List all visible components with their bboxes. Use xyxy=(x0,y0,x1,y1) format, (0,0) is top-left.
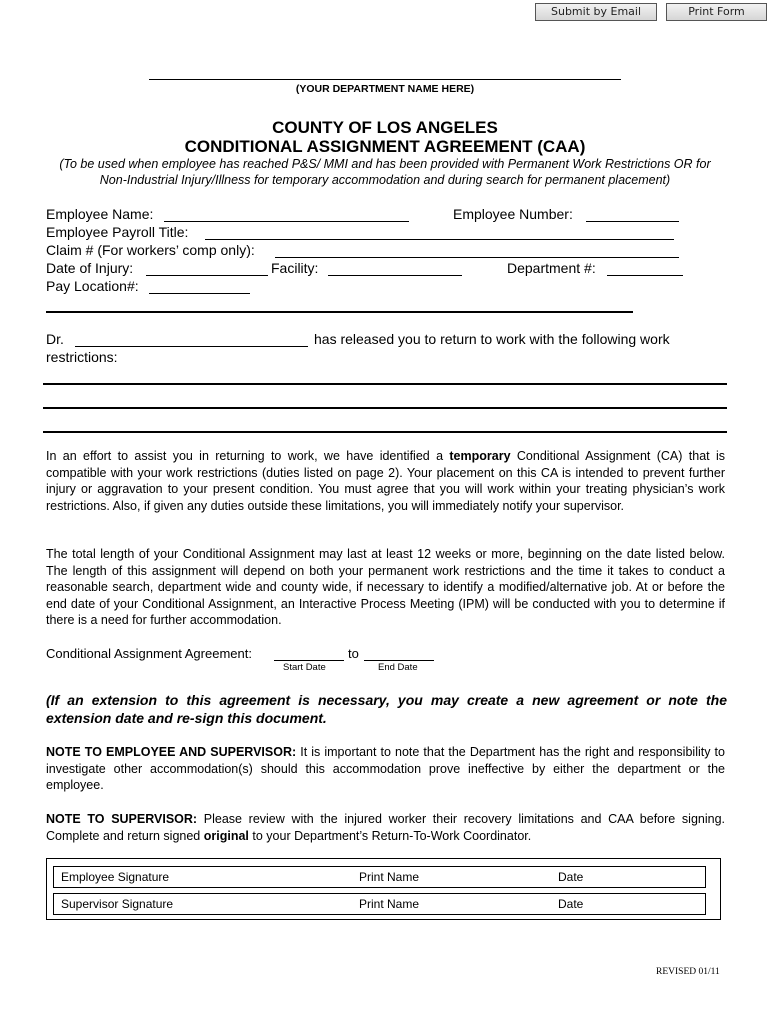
start-date-field[interactable] xyxy=(274,660,344,661)
form-subtitle-line-2: Non-Industrial Injury/Illness for temporary accommodation and during search for permanent placement) xyxy=(99,173,671,187)
caa-dates-label: Conditional Assignment Agreement: xyxy=(46,646,252,661)
note-employee-supervisor: NOTE TO EMPLOYEE AND SUPERVISOR: It is important to note that the Department has the right and responsibility to investigate other accommodation(s) should this accommodation prove ineffective by either the department or the employee. xyxy=(46,745,725,793)
supervisor-signature-label: Supervisor Signature xyxy=(61,897,174,911)
department-name-placeholder: (YOUR DEPARTMENT NAME HERE) xyxy=(295,83,475,95)
employee-date-label: Date xyxy=(558,870,584,884)
payroll-title-label: Employee Payroll Title: xyxy=(46,224,189,240)
assignment-paragraph: In an effort to assist you in returning to work, we have identified a temporary Conditional Assignment (CA) that is compatible with your work restrictions (duties listed on page 2). Your placement on this CA is intended to prevent further injury or aggravation to your present condition. You must agree that you will work within your treating physician’s work restrictions. Also, if given any duties outside these limitations, you will immediately notify your supervisor. xyxy=(46,449,725,513)
employee-number-field[interactable] xyxy=(586,221,679,222)
supervisor-signature-row[interactable] xyxy=(53,893,706,915)
facility-label: Facility: xyxy=(271,260,319,276)
supervisor-date-label: Date xyxy=(558,897,584,911)
form-subtitle-line-1: (To be used when employee has reached P&S/ MMI and has been provided with Permanent Work Restrictions OR for xyxy=(59,157,711,171)
restrictions-line-2[interactable] xyxy=(43,407,727,409)
pay-location-field[interactable] xyxy=(149,293,250,294)
submit-by-email-button[interactable]: Submit by Email xyxy=(535,3,657,21)
employee-signature-label: Employee Signature xyxy=(61,870,170,884)
employee-name-label: Employee Name: xyxy=(46,206,154,222)
start-date-caption: Start Date xyxy=(283,662,326,673)
claim-number-label: Claim # (For workers’ comp only): xyxy=(46,242,255,258)
end-date-caption: End Date xyxy=(378,662,418,673)
extension-note: (If an extension to this agreement is necessary, you may create a new agreement or note the extension date and re-sign this document. xyxy=(46,692,727,726)
restrictions-line-3[interactable] xyxy=(43,431,727,433)
employee-signature-row[interactable] xyxy=(53,866,706,888)
revision-label: REVISED 01/11 xyxy=(656,967,720,977)
restrictions-label: restrictions: xyxy=(46,349,118,365)
doctor-release-text: has released you to return to work with the following work xyxy=(314,331,670,347)
county-title: COUNTY OF LOS ANGELES xyxy=(272,118,498,137)
restrictions-line-1[interactable] xyxy=(43,383,727,385)
facility-field[interactable] xyxy=(328,275,462,276)
note-supervisor: NOTE TO SUPERVISOR: Please review with the injured worker their recovery limitations and CAA before signing. Complete and return signed original to your Department’s Return-To-Work Coordinator. xyxy=(46,812,725,843)
signature-table xyxy=(46,858,721,920)
date-of-injury-field[interactable] xyxy=(146,275,268,276)
supervisor-print-name-label: Print Name xyxy=(359,897,420,911)
department-number-label: Department #: xyxy=(507,260,596,276)
print-form-button[interactable]: Print Form xyxy=(666,3,767,21)
pay-location-label: Pay Location#: xyxy=(46,278,139,294)
department-name-line xyxy=(149,79,621,80)
section-divider xyxy=(46,311,633,313)
payroll-title-field[interactable] xyxy=(205,239,674,240)
end-date-field[interactable] xyxy=(364,660,434,661)
to-label: to xyxy=(348,646,359,661)
doctor-name-field[interactable] xyxy=(75,346,308,347)
employee-number-label: Employee Number: xyxy=(453,206,573,222)
employee-name-field[interactable] xyxy=(164,221,409,222)
department-number-field[interactable] xyxy=(607,275,683,276)
doctor-label: Dr. xyxy=(46,331,64,347)
employee-print-name-label: Print Name xyxy=(359,870,420,884)
date-of-injury-label: Date of Injury: xyxy=(46,260,134,276)
length-paragraph: The total length of your Conditional Assignment may last at least 12 weeks or more, beginning on the date listed below. The length of this assignment will depend on both your permanent work restrictions and the time it takes to conduct a reasonable search, department wide and county wide, if necessary to identify a modified/alternative job. At or before the end date of your Conditional Assignment, an Interactive Process Meeting (IPM) will be conducted with you to determine if there is a need for further accommodation. xyxy=(46,547,725,628)
claim-number-field[interactable] xyxy=(275,257,679,258)
form-title: CONDITIONAL ASSIGNMENT AGREEMENT (CAA) xyxy=(184,137,586,156)
